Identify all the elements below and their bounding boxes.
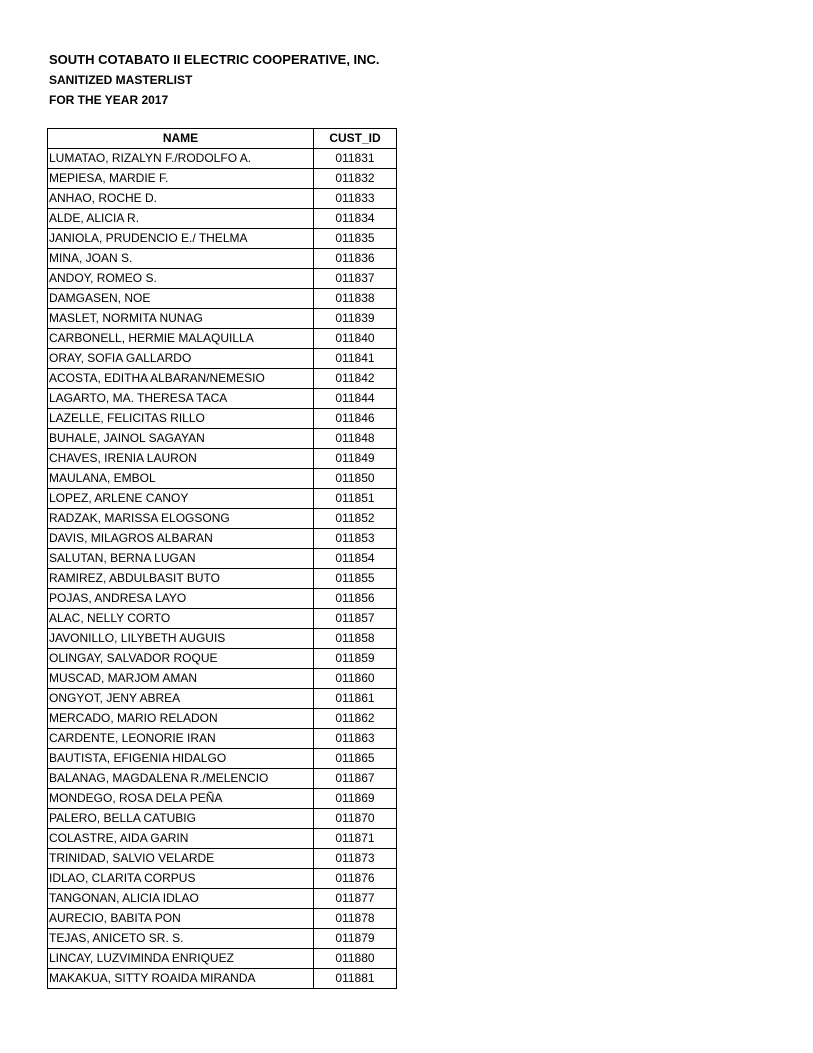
customer-name-cell: MINA, JOAN S. bbox=[48, 249, 314, 269]
table-row bbox=[48, 269, 397, 289]
customer-id-cell: 011876 bbox=[314, 869, 397, 889]
customer-name-cell: ORAY, SOFIA GALLARDO bbox=[48, 349, 314, 369]
table-row bbox=[48, 169, 397, 189]
column-header-name: NAME bbox=[48, 129, 314, 149]
customer-name-cell: BUHALE, JAINOL SAGAYAN bbox=[48, 429, 314, 449]
customer-name-cell: JANIOLA, PRUDENCIO E./ THELMA bbox=[48, 229, 314, 249]
table-header-row bbox=[48, 129, 397, 149]
customer-id-cell: 011844 bbox=[314, 389, 397, 409]
customer-id-cell: 011849 bbox=[314, 449, 397, 469]
customer-name-cell: ONGYOT, JENY ABREA bbox=[48, 689, 314, 709]
customer-name-cell: LUMATAO, RIZALYN F./RODOLFO A. bbox=[48, 149, 314, 169]
table-row bbox=[48, 709, 397, 729]
customer-name-cell: MUSCAD, MARJOM AMAN bbox=[48, 669, 314, 689]
table-row bbox=[48, 209, 397, 229]
customer-name-cell: IDLAO, CLARITA CORPUS bbox=[48, 869, 314, 889]
customer-name-cell: ANHAO, ROCHE D. bbox=[48, 189, 314, 209]
table-row bbox=[48, 469, 397, 489]
customer-id-cell: 011858 bbox=[314, 629, 397, 649]
customer-id-cell: 011832 bbox=[314, 169, 397, 189]
table-row bbox=[48, 289, 397, 309]
customer-id-cell: 011834 bbox=[314, 209, 397, 229]
customer-name-cell: MERCADO, MARIO RELADON bbox=[48, 709, 314, 729]
table-row bbox=[48, 489, 397, 509]
table-row bbox=[48, 689, 397, 709]
table-row bbox=[48, 909, 397, 929]
customer-name-cell: CARDENTE, LEONORIE IRAN bbox=[48, 729, 314, 749]
customer-name-cell: ACOSTA, EDITHA ALBARAN/NEMESIO bbox=[48, 369, 314, 389]
customer-name-cell: PALERO, BELLA CATUBIG bbox=[48, 809, 314, 829]
customer-name-cell: LINCAY, LUZVIMINDA ENRIQUEZ bbox=[48, 949, 314, 969]
customer-id-cell: 011862 bbox=[314, 709, 397, 729]
customer-id-cell: 011869 bbox=[314, 789, 397, 809]
masterlist-table bbox=[47, 128, 397, 989]
customer-name-cell: POJAS, ANDRESA LAYO bbox=[48, 589, 314, 609]
customer-id-cell: 011870 bbox=[314, 809, 397, 829]
table-row bbox=[48, 609, 397, 629]
customer-name-cell: BALANAG, MAGDALENA R./MELENCIO bbox=[48, 769, 314, 789]
customer-name-cell: LAZELLE, FELICITAS RILLO bbox=[48, 409, 314, 429]
customer-id-cell: 011837 bbox=[314, 269, 397, 289]
customer-name-cell: CHAVES, IRENIA LAURON bbox=[48, 449, 314, 469]
customer-id-cell: 011861 bbox=[314, 689, 397, 709]
customer-name-cell: ALAC, NELLY CORTO bbox=[48, 609, 314, 629]
customer-id-cell: 011833 bbox=[314, 189, 397, 209]
customer-name-cell: SALUTAN, BERNA LUGAN bbox=[48, 549, 314, 569]
customer-name-cell: ANDOY, ROMEO S. bbox=[48, 269, 314, 289]
customer-name-cell: OLINGAY, SALVADOR ROQUE bbox=[48, 649, 314, 669]
customer-id-cell: 011831 bbox=[314, 149, 397, 169]
customer-id-cell: 011851 bbox=[314, 489, 397, 509]
customer-id-cell: 011836 bbox=[314, 249, 397, 269]
customer-id-cell: 011838 bbox=[314, 289, 397, 309]
customer-id-cell: 011848 bbox=[314, 429, 397, 449]
customer-id-cell: 011852 bbox=[314, 509, 397, 529]
customer-id-cell: 011856 bbox=[314, 589, 397, 609]
table-row bbox=[48, 829, 397, 849]
table-row bbox=[48, 869, 397, 889]
customer-name-cell: ALDE, ALICIA R. bbox=[48, 209, 314, 229]
table-row bbox=[48, 329, 397, 349]
customer-name-cell: BAUTISTA, EFIGENIA HIDALGO bbox=[48, 749, 314, 769]
customer-name-cell: MASLET, NORMITA NUNAG bbox=[48, 309, 314, 329]
table-row bbox=[48, 769, 397, 789]
table-row bbox=[48, 649, 397, 669]
customer-id-cell: 011846 bbox=[314, 409, 397, 429]
customer-name-cell: RAMIREZ, ABDULBASIT BUTO bbox=[48, 569, 314, 589]
customer-id-cell: 011865 bbox=[314, 749, 397, 769]
customer-id-cell: 011871 bbox=[314, 829, 397, 849]
table-row bbox=[48, 369, 397, 389]
customer-id-cell: 011860 bbox=[314, 669, 397, 689]
document-year: FOR THE YEAR 2017 bbox=[49, 93, 169, 107]
customer-name-cell: TEJAS, ANICETO SR. S. bbox=[48, 929, 314, 949]
table-row bbox=[48, 429, 397, 449]
table-row bbox=[48, 589, 397, 609]
customer-name-cell: MEPIESA, MARDIE F. bbox=[48, 169, 314, 189]
customer-name-cell: AURECIO, BABITA PON bbox=[48, 909, 314, 929]
table-row bbox=[48, 149, 397, 169]
table-row bbox=[48, 749, 397, 769]
customer-id-cell: 011878 bbox=[314, 909, 397, 929]
customer-id-cell: 011835 bbox=[314, 229, 397, 249]
table-row bbox=[48, 789, 397, 809]
customer-id-cell: 011839 bbox=[314, 309, 397, 329]
customer-name-cell: CARBONELL, HERMIE MALAQUILLA bbox=[48, 329, 314, 349]
table-row bbox=[48, 189, 397, 209]
table-row bbox=[48, 389, 397, 409]
table-row bbox=[48, 949, 397, 969]
customer-name-cell: TANGONAN, ALICIA IDLAO bbox=[48, 889, 314, 909]
customer-id-cell: 011853 bbox=[314, 529, 397, 549]
customer-id-cell: 011841 bbox=[314, 349, 397, 369]
customer-name-cell: LOPEZ, ARLENE CANOY bbox=[48, 489, 314, 509]
customer-id-cell: 011867 bbox=[314, 769, 397, 789]
customer-name-cell: JAVONILLO, LILYBETH AUGUIS bbox=[48, 629, 314, 649]
customer-id-cell: 011859 bbox=[314, 649, 397, 669]
customer-id-cell: 011855 bbox=[314, 569, 397, 589]
customer-id-cell: 011881 bbox=[314, 969, 397, 989]
customer-id-cell: 011873 bbox=[314, 849, 397, 869]
customer-id-cell: 011842 bbox=[314, 369, 397, 389]
customer-id-cell: 011840 bbox=[314, 329, 397, 349]
table-row bbox=[48, 669, 397, 689]
customer-name-cell: LAGARTO, MA. THERESA TACA bbox=[48, 389, 314, 409]
customer-name-cell: MAULANA, EMBOL bbox=[48, 469, 314, 489]
customer-id-cell: 011880 bbox=[314, 949, 397, 969]
table-row bbox=[48, 629, 397, 649]
table-row bbox=[48, 729, 397, 749]
table-row bbox=[48, 449, 397, 469]
table-row bbox=[48, 929, 397, 949]
document-header bbox=[49, 50, 380, 110]
table-row bbox=[48, 229, 397, 249]
customer-name-cell: RADZAK, MARISSA ELOGSONG bbox=[48, 509, 314, 529]
customer-name-cell: COLASTRE, AIDA GARIN bbox=[48, 829, 314, 849]
document-subtitle: SANITIZED MASTERLIST bbox=[49, 73, 193, 87]
customer-name-cell: DAVIS, MILAGROS ALBARAN bbox=[48, 529, 314, 549]
table-row bbox=[48, 409, 397, 429]
customer-name-cell: MONDEGO, ROSA DELA PEÑA bbox=[48, 789, 314, 809]
table-row bbox=[48, 249, 397, 269]
customer-name-cell: TRINIDAD, SALVIO VELARDE bbox=[48, 849, 314, 869]
customer-id-cell: 011863 bbox=[314, 729, 397, 749]
table-row bbox=[48, 509, 397, 529]
customer-id-cell: 011879 bbox=[314, 929, 397, 949]
table-row bbox=[48, 309, 397, 329]
table-row bbox=[48, 549, 397, 569]
table-row bbox=[48, 569, 397, 589]
table-row bbox=[48, 529, 397, 549]
customer-name-cell: DAMGASEN, NOE bbox=[48, 289, 314, 309]
customer-id-cell: 011854 bbox=[314, 549, 397, 569]
table-row bbox=[48, 809, 397, 829]
table-row bbox=[48, 849, 397, 869]
table-row bbox=[48, 889, 397, 909]
table-row bbox=[48, 969, 397, 989]
table-row bbox=[48, 349, 397, 369]
company-name: SOUTH COTABATO II ELECTRIC COOPERATIVE, INC. bbox=[49, 52, 380, 67]
customer-id-cell: 011850 bbox=[314, 469, 397, 489]
customer-id-cell: 011857 bbox=[314, 609, 397, 629]
customer-name-cell: MAKAKUA, SITTY ROAIDA MIRANDA bbox=[48, 969, 314, 989]
customer-id-cell: 011877 bbox=[314, 889, 397, 909]
column-header-cust-id: CUST_ID bbox=[314, 129, 397, 149]
